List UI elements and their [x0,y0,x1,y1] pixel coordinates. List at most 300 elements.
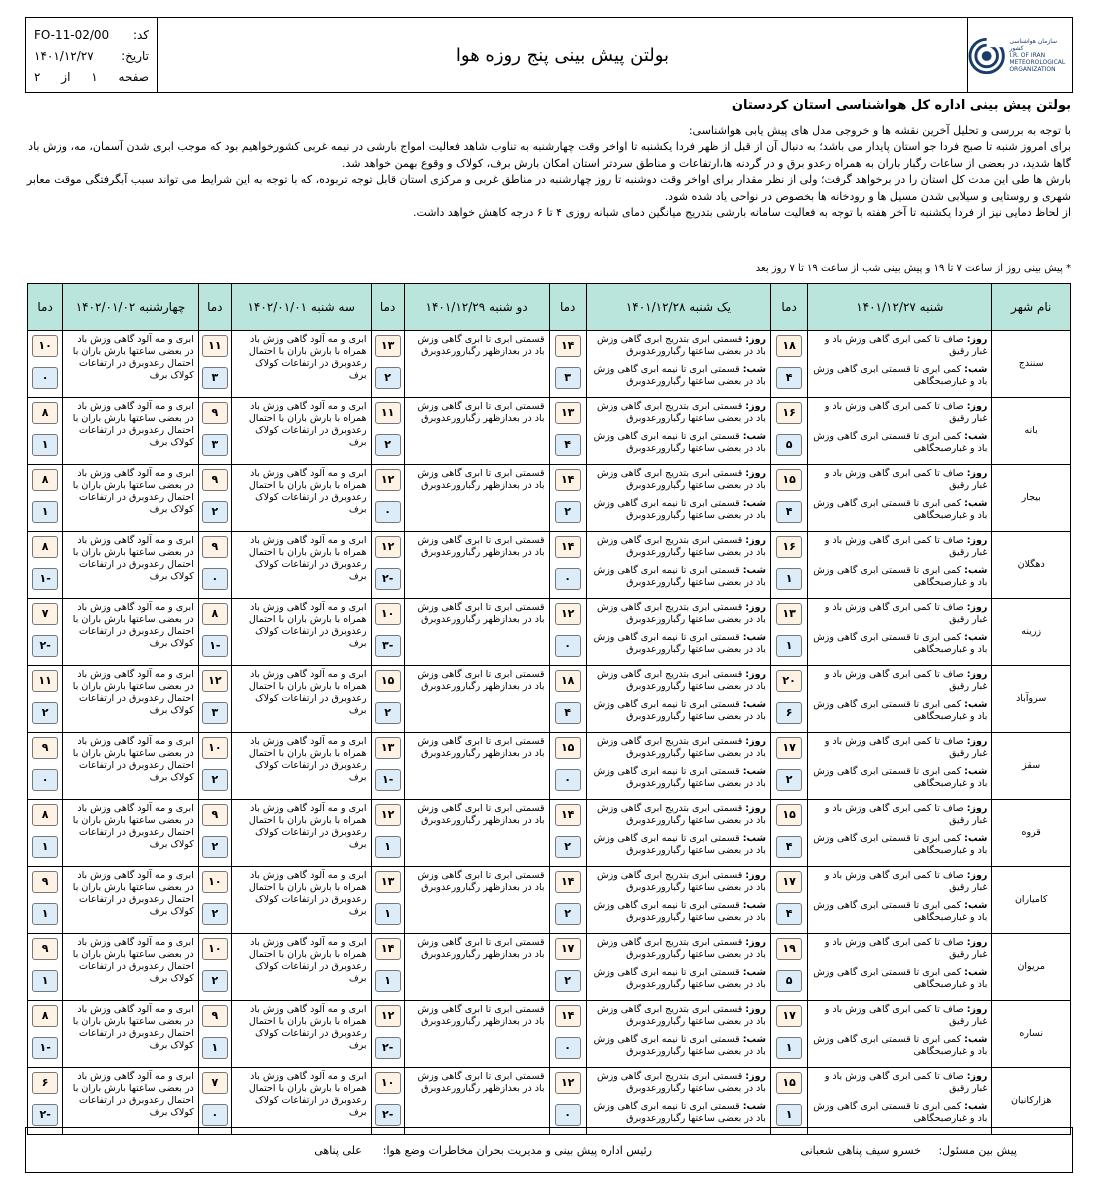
head-block [26,1144,652,1157]
night-label: شب: [964,900,988,911]
day-text: قسمتی ابری بتدریج ابری گاهی وزش باد در بعضی ساعتها رگبارورعدوبرق [596,1071,766,1094]
day-text: قسمتی ابری بتدریج ابری گاهی وزش باد در بعضی ساعتها رگبارورعدوبرق [596,602,766,625]
day-text: صاف تا کمی ابری گاهی وزش باد و غبار رقیق [824,669,988,692]
night-forecast [591,632,766,656]
col-temp: دما [371,284,404,331]
logo-line: سازمان هواشناسی کشور [1009,37,1058,52]
temp-cell [770,532,807,599]
night-forecast [812,1101,987,1125]
temp-cell [198,331,231,398]
forecast-text: ابری و مه آلود گاهی وزش باد همراه با بارش باران با احتمال رعدوبرق در ارتفاعات کولاک برف [248,870,367,917]
min-temp: ۲ [375,702,401,724]
min-temp: -۲ [32,1104,58,1126]
forecast-cell [231,532,371,599]
max-temp: ۱۲ [555,603,581,625]
max-temp: ۹ [202,536,228,558]
temp-cell [28,331,63,398]
day-forecast [591,1004,766,1028]
table-row [28,1001,1071,1068]
max-temp: ۱۵ [776,804,802,826]
night-label: شب: [964,833,988,844]
night-label: شب: [742,833,766,844]
min-temp: ۲ [202,970,228,992]
min-temp: ۲ [32,702,58,724]
table-row [28,465,1071,532]
forecast-cell [63,666,199,733]
max-temp: ۱۴ [555,469,581,491]
night-forecast [591,498,766,522]
forecaster-label: پیش بین مسئول: [938,1143,1017,1157]
intro-section [25,98,1071,222]
max-temp: ۱۴ [555,335,581,357]
temp-cell [371,666,404,733]
night-forecast [812,565,987,589]
forecast-cell [808,599,992,666]
col-day4: سه شنبه ۱۴۰۲/۰۱/۰۱ [231,284,371,331]
temp-cell [770,599,807,666]
temp-cell [549,800,586,867]
min-temp: ۰ [555,1104,581,1126]
night-text: کمی ابری تا قسمتی ابری گاهی وزش باد و غبارصبحگاهی [813,498,988,521]
day-label: روز: [745,870,766,881]
min-temp: ۰ [32,769,58,791]
temp-cell [28,733,63,800]
day-forecast [591,401,766,425]
night-label: شب: [964,967,988,978]
forecast-cell [586,800,770,867]
col-temp: دما [198,284,231,331]
forecast-cell [586,599,770,666]
forecast-text: ابری و مه آلود گاهی وزش باد همراه با بارش باران با احتمال رعدوبرق در ارتفاعات کولاک برف [248,468,367,515]
min-temp: -۳ [375,635,401,657]
intro-paragraph: از لحاظ دمایی نیز از فردا یکشنبه تا آخر هفته با توجه به فعالیت سامانه بارشی بتدریج میانگین دمای شبانه روزی ۴ تا ۶ درجه کاهش خواهد داشت. [412,206,1071,219]
temp-cell [549,666,586,733]
max-temp: ۱۱ [375,402,401,424]
forecast-cell [231,331,371,398]
min-temp: ۰ [32,367,58,389]
code-label: کد: [132,27,149,42]
temp-cell [549,331,586,398]
day-label: روز: [745,468,766,479]
night-text: قسمتی ابری تا نیمه ابری گاهی وزش باد در بعضی ساعتها رگبارورعدوبرق [593,498,766,521]
min-temp: ۱ [375,970,401,992]
col-temp: دما [549,284,586,331]
forecast-text: ابری و مه آلود گاهی وزش باد همراه با بارش باران با احتمال رعدوبرق در ارتفاعات کولاک برف [248,602,367,649]
night-forecast [812,632,987,656]
table-header-row [28,284,1071,331]
day-text: قسمتی ابری بتدریج ابری گاهی وزش باد در بعضی ساعتها رگبارورعدوبرق [596,334,766,357]
forecast-text: قسمتی ابری تا ابری گاهی وزش باد در بعدازظهر رگبارورعدوبرق [417,870,545,893]
min-temp: ۵ [776,970,802,992]
night-text: قسمتی ابری تا نیمه ابری گاهی وزش باد در بعضی ساعتها رگبارورعدوبرق [593,1101,766,1124]
max-temp: ۸ [202,603,228,625]
date-value: ۱۴۰۱/۱۲/۲۷ [34,48,94,63]
temp-cell [371,599,404,666]
max-temp: ۷ [32,603,58,625]
night-text: قسمتی ابری تا نیمه ابری گاهی وزش باد در بعضی ساعتها رگبارورعدوبرق [593,833,766,856]
forecast-cell [808,666,992,733]
forecast-text: ابری و مه آلود گاهی وزش باد در بعضی ساعتها بارش باران با احتمال رعدوبرق در ارتفاعات کولاک برف [72,870,194,917]
logo-line: METEOROLOGICAL [1009,58,1066,66]
min-temp: ۴ [555,434,581,456]
forecast-text: ابری و مه آلود گاهی وزش باد در بعضی ساعتها بارش باران با احتمال رعدوبرق در ارتفاعات کولاک برف [72,602,194,649]
night-label: شب: [742,766,766,777]
night-label: شب: [964,699,988,710]
forecast-cell [63,532,199,599]
night-text: کمی ابری تا قسمتی ابری گاهی وزش باد و غبارصبحگاهی [813,699,988,722]
forecast-cell [404,532,549,599]
temp-cell [549,733,586,800]
forecast-cell [231,666,371,733]
min-temp: ۴ [555,702,581,724]
forecast-text: قسمتی ابری تا ابری گاهی وزش باد در بعدازظهر رگبارورعدوبرق [417,937,545,960]
forecast-cell [231,1068,371,1135]
day-forecast [812,1071,987,1095]
forecast-cell [586,1068,770,1135]
day-forecast [591,937,766,961]
day-label: روز: [966,602,988,613]
min-temp: ۱ [375,903,401,925]
forecast-cell [404,599,549,666]
night-text: قسمتی ابری تا نیمه ابری گاهی وزش باد در بعضی ساعتها رگبارورعدوبرق [593,766,766,789]
min-temp: -۲ [375,568,401,590]
temp-cell [371,934,404,1001]
forecast-cell [586,733,770,800]
forecast-text: ابری و مه آلود گاهی وزش باد در بعضی ساعتها بارش باران با احتمال رعدوبرق در ارتفاعات کولاک برف [72,1071,194,1118]
night-forecast [591,766,766,790]
night-text: کمی ابری تا قسمتی ابری گاهی وزش باد و غبارصبحگاهی [813,833,988,856]
day-forecast [591,334,766,358]
city-name: مریوان [992,934,1071,1001]
min-temp: ۲ [202,501,228,523]
night-text: قسمتی ابری تا نیمه ابری گاهی وزش باد در بعضی ساعتها رگبارورعدوبرق [593,565,766,588]
forecast-text: ابری و مه آلود گاهی وزش باد همراه با بارش باران با احتمال رعدوبرق در ارتفاعات کولاک برف [248,803,367,850]
night-text: کمی ابری تا قسمتی ابری گاهی وزش باد و غبارصبحگاهی [813,1034,988,1057]
temp-cell [549,934,586,1001]
max-temp: ۱۱ [32,670,58,692]
page-num: ۱ [91,69,98,84]
forecast-cell [231,800,371,867]
max-temp: ۸ [32,402,58,424]
day-forecast [812,937,987,961]
min-temp: -۱ [32,1037,58,1059]
night-forecast [812,699,987,723]
max-temp: ۱۳ [555,402,581,424]
day-forecast [812,468,987,492]
forecast-text: قسمتی ابری تا ابری گاهی وزش باد در بعدازظهر رگبارورعدوبرق [417,401,545,424]
day-text: صاف تا کمی ابری گاهی وزش باد و غبار رقیق [824,468,988,491]
max-temp: ۱۲ [555,1072,581,1094]
temp-cell [28,1068,63,1135]
min-temp: ۶ [776,702,802,724]
max-temp: ۱۸ [555,670,581,692]
temp-cell [549,532,586,599]
forecast-cell [808,800,992,867]
temp-cell [770,867,807,934]
forecast-table [27,283,1071,1135]
night-forecast [591,1034,766,1058]
night-forecast [591,431,766,455]
night-forecast [591,1101,766,1125]
night-label: شب: [964,565,988,576]
forecast-time-note: * پیش بینی روز از ساعت ۷ تا ۱۹ و پیش بینی شب از ساعت ۱۹ تا ۷ روز بعد [755,263,1071,274]
forecast-text: ابری و مه آلود گاهی وزش باد همراه با بارش باران با احتمال رعدوبرق در ارتفاعات کولاک برف [248,1004,367,1051]
min-temp: ۱ [202,1037,228,1059]
temp-cell [371,800,404,867]
forecast-cell [63,867,199,934]
col-day3: دو شنبه ۱۴۰۱/۱۲/۲۹ [404,284,549,331]
day-label: روز: [966,937,988,948]
day-forecast [812,669,987,693]
max-temp: ۱۵ [555,737,581,759]
forecast-cell [63,733,199,800]
forecast-cell [231,465,371,532]
forecast-cell [404,398,549,465]
max-temp: ۱۷ [776,871,802,893]
min-temp: ۰ [555,568,581,590]
table-row [28,733,1071,800]
temp-cell [198,733,231,800]
day-forecast [591,870,766,894]
temp-cell [371,1001,404,1068]
min-temp: ۲ [202,903,228,925]
night-forecast [812,1034,987,1058]
forecast-cell [231,867,371,934]
day-text: قسمتی ابری بتدریج ابری گاهی وزش باد در بعضی ساعتها رگبارورعدوبرق [596,468,766,491]
table-row [28,867,1071,934]
forecast-cell [586,867,770,934]
max-temp: ۹ [202,402,228,424]
forecast-cell [586,666,770,733]
city-name: سروآباد [992,666,1071,733]
forecast-cell [808,331,992,398]
min-temp: ۱ [32,434,58,456]
max-temp: ۹ [32,737,58,759]
temp-cell [28,465,63,532]
day-forecast [812,602,987,626]
day-text: قسمتی ابری بتدریج ابری گاهی وزش باد در بعضی ساعتها رگبارورعدوبرق [596,736,766,759]
max-temp: ۱۰ [375,1072,401,1094]
forecast-text: قسمتی ابری تا ابری گاهی وزش باد در بعدازظهر رگبارورعدوبرق [417,736,545,759]
col-city: نام شهر [992,284,1071,331]
night-label: شب: [742,1034,766,1045]
temp-cell [770,666,807,733]
max-temp: ۹ [32,938,58,960]
min-temp: ۲ [776,769,802,791]
day-forecast [591,535,766,559]
day-label: روز: [745,535,766,546]
forecast-cell [586,331,770,398]
forecast-text: ابری و مه آلود گاهی وزش باد همراه با بارش باران با احتمال رعدوبرق در ارتفاعات کولاک برف [248,736,367,783]
temp-cell [549,1068,586,1135]
forecast-table-body [28,331,1071,1135]
day-forecast [591,669,766,693]
day-label: روز: [745,401,766,412]
temp-cell [371,532,404,599]
forecast-cell [586,398,770,465]
table-row [28,599,1071,666]
temp-cell [28,599,63,666]
document-footer [25,1127,1073,1173]
temp-cell [371,733,404,800]
day-forecast [591,1071,766,1095]
forecast-text: ابری و مه آلود گاهی وزش باد همراه با بارش باران با احتمال رعدوبرق در ارتفاعات کولاک برف [248,669,367,716]
min-temp: ۱ [32,970,58,992]
max-temp: ۱۲ [375,804,401,826]
forecast-cell [231,934,371,1001]
max-temp: ۱۰ [202,938,228,960]
day-label: روز: [966,401,988,412]
max-temp: ۷ [202,1072,228,1094]
night-label: شب: [742,699,766,710]
intro-paragraph: با توجه به بررسی و تحلیل آخرین نقشه ها و خروجی مدل های پیش یابی هواشناسی: [688,123,1071,137]
day-text: صاف تا کمی ابری گاهی وزش باد و غبار رقیق [824,334,988,357]
day-label: روز: [745,803,766,814]
forecast-text: ابری و مه آلود گاهی وزش باد در بعضی ساعتها بارش باران با احتمال رعدوبرق در ارتفاعات کولاک برف [72,535,194,582]
forecast-text: قسمتی ابری تا ابری گاهی وزش باد در بعدازظهر رگبارورعدوبرق [417,669,545,692]
temp-cell [549,1001,586,1068]
forecast-cell [586,465,770,532]
day-text: قسمتی ابری بتدریج ابری گاهی وزش باد در بعضی ساعتها رگبارورعدوبرق [596,1004,766,1027]
forecast-cell [808,465,992,532]
city-name: سقز [992,733,1071,800]
min-temp: ۰ [555,1037,581,1059]
night-label: شب: [742,632,766,643]
night-label: شب: [964,498,988,509]
night-text: کمی ابری تا قسمتی ابری گاهی وزش باد و غبارصبحگاهی [813,431,988,454]
max-temp: ۱۲ [202,670,228,692]
temp-cell [549,599,586,666]
temp-cell [198,532,231,599]
night-text: کمی ابری تا قسمتی ابری گاهی وزش باد و غبارصبحگاهی [813,967,988,990]
night-label: شب: [742,498,766,509]
day-text: قسمتی ابری بتدریج ابری گاهی وزش باد در بعضی ساعتها رگبارورعدوبرق [596,937,766,960]
temp-cell [770,800,807,867]
forecast-cell [63,1068,199,1135]
min-temp: ۱ [776,635,802,657]
max-temp: ۱۰ [32,335,58,357]
day-forecast [591,736,766,760]
forecast-cell [808,1068,992,1135]
night-forecast [812,766,987,790]
max-temp: ۱۳ [776,603,802,625]
min-temp: ۱ [776,568,802,590]
night-forecast [591,699,766,723]
forecast-cell [231,1001,371,1068]
forecast-text: قسمتی ابری تا ابری گاهی وزش باد در بعدازظهر رگبارورعدوبرق [417,803,545,826]
min-temp: ۴ [776,501,802,523]
spiral-logo-icon [968,34,1005,76]
table-row [28,331,1071,398]
forecast-cell [586,934,770,1001]
max-temp: ۱۸ [776,335,802,357]
day-text: قسمتی ابری بتدریج ابری گاهی وزش باد در بعضی ساعتها رگبارورعدوبرق [596,535,766,558]
temp-cell [371,398,404,465]
max-temp: ۱۶ [776,402,802,424]
forecast-cell [404,934,549,1001]
table-row [28,398,1071,465]
city-name: بانه [992,398,1071,465]
night-forecast [812,431,987,455]
min-temp: ۱ [375,836,401,858]
night-text: کمی ابری تا قسمتی ابری گاهی وزش باد و غبارصبحگاهی [813,565,988,588]
page-total: ۲ [34,69,41,84]
logo-line: I.R. OF IRAN [1009,51,1046,59]
temp-cell [28,532,63,599]
code-value: FO-11-02/00 [34,27,110,42]
forecast-cell [404,1068,549,1135]
max-temp: ۱۳ [375,737,401,759]
night-label: شب: [742,431,766,442]
temp-cell [28,398,63,465]
temp-cell [198,666,231,733]
night-forecast [812,498,987,522]
forecast-text: قسمتی ابری تا ابری گاهی وزش باد در بعدازظهر رگبارورعدوبرق [417,535,545,558]
col-temp: دما [770,284,807,331]
min-temp: ۲ [555,903,581,925]
temp-cell [770,398,807,465]
forecast-text: ابری و مه آلود گاهی وزش باد همراه با بارش باران با احتمال رعدوبرق در ارتفاعات کولاک برف [248,334,367,381]
night-text: کمی ابری تا قسمتی ابری گاهی وزش باد و غبارصبحگاهی [813,632,988,655]
city-name: نساره [992,1001,1071,1068]
day-label: روز: [966,736,988,747]
col-day2: یک شنبه ۱۴۰۱/۱۲/۲۸ [586,284,770,331]
max-temp: ۱۱ [202,335,228,357]
date-label: تاریخ: [121,48,149,63]
temp-cell [28,1001,63,1068]
day-label: روز: [745,602,766,613]
min-temp: ۴ [776,367,802,389]
min-temp: ۱ [776,1037,802,1059]
forecast-cell [63,800,199,867]
day-text: صاف تا کمی ابری گاهی وزش باد و غبار رقیق [824,870,988,893]
min-temp: -۱ [32,568,58,590]
night-text: کمی ابری تا قسمتی ابری گاهی وزش باد و غبارصبحگاهی [813,766,988,789]
night-text: قسمتی ابری تا نیمه ابری گاهی وزش باد در بعضی ساعتها رگبارورعدوبرق [593,699,766,722]
col-temp: دما [28,284,63,331]
day-text: صاف تا کمی ابری گاهی وزش باد و غبار رقیق [824,1071,988,1094]
forecast-text: ابری و مه آلود گاهی وزش باد در بعضی ساعتها بارش باران با احتمال رعدوبرق در ارتفاعات کولاک برف [72,736,194,783]
day-label: روز: [966,1004,988,1015]
temp-cell [198,398,231,465]
min-temp: ۲ [555,970,581,992]
day-forecast [591,602,766,626]
table-row [28,934,1071,1001]
forecast-text: ابری و مه آلود گاهی وزش باد در بعضی ساعتها بارش باران با احتمال رعدوبرق در ارتفاعات کولاک برف [72,334,194,381]
doc-meta [26,18,158,92]
forecast-cell [231,599,371,666]
day-text: صاف تا کمی ابری گاهی وزش باد و غبار رقیق [824,602,988,625]
min-temp: ۳ [202,367,228,389]
temp-cell [198,867,231,934]
forecast-cell [586,1001,770,1068]
document-header [25,17,1073,93]
forecast-text: ابری و مه آلود گاهی وزش باد در بعضی ساعتها بارش باران با احتمال رعدوبرق در ارتفاعات کولاک برف [72,669,194,716]
day-label: روز: [745,334,766,345]
min-temp: -۲ [375,1104,401,1126]
max-temp: ۸ [32,536,58,558]
min-temp: ۱ [776,1104,802,1126]
night-forecast [812,900,987,924]
min-temp: ۲ [202,836,228,858]
day-forecast [812,870,987,894]
min-temp: ۴ [776,836,802,858]
max-temp: ۱۷ [776,737,802,759]
night-label: شب: [964,632,988,643]
min-temp: -۱ [202,635,228,657]
max-temp: ۱۴ [375,938,401,960]
temp-cell [371,331,404,398]
